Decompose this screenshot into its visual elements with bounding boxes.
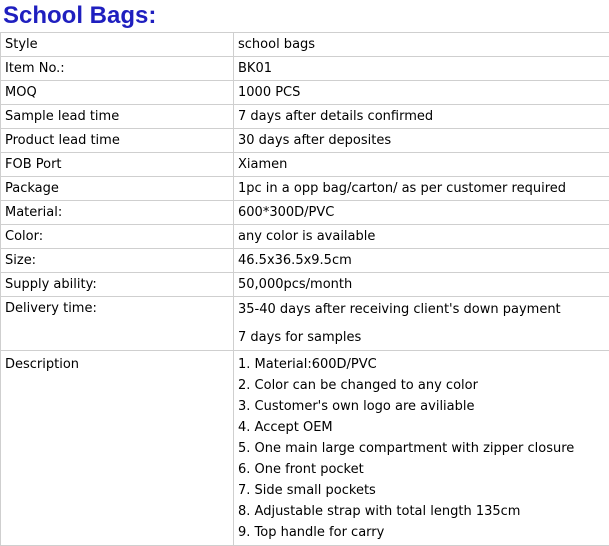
spec-value: 30 days after deposites — [234, 129, 609, 153]
spec-value: 1000 PCS — [234, 81, 609, 105]
spec-label: Material: — [1, 201, 234, 225]
list-item: 3. Customer's own logo are aviliable — [238, 396, 609, 417]
spec-label: Product lead time — [1, 129, 234, 153]
list-item: 2. Color can be changed to any color — [238, 375, 609, 396]
list-item: 5. One main large compartment with zipper closure — [238, 438, 609, 459]
delivery-value — [234, 297, 609, 351]
description-label: Description — [1, 351, 234, 546]
spec-label: Color: — [1, 225, 234, 249]
spec-label: Size: — [1, 249, 234, 273]
spec-table — [0, 32, 609, 546]
table-row — [1, 81, 609, 105]
table-row — [1, 273, 609, 297]
spec-value: any color is available — [234, 225, 609, 249]
page-title: School Bags: — [3, 2, 156, 30]
delivery-label: Delivery time: — [1, 297, 234, 351]
list-item: 1. Material:600D/PVC — [238, 354, 609, 375]
spec-value: Xiamen — [234, 153, 609, 177]
table-row — [1, 201, 609, 225]
table-row — [1, 177, 609, 201]
list-item: 7. Side small pockets — [238, 480, 609, 501]
table-row — [1, 225, 609, 249]
spec-value: 1pc in a opp bag/carton/ as per customer required — [234, 177, 609, 201]
description-value — [234, 351, 609, 546]
spec-label: Style — [1, 33, 234, 57]
delivery-row — [1, 297, 609, 351]
spec-value: BK01 — [234, 57, 609, 81]
spec-value: school bags — [234, 33, 609, 57]
list-item: 9. Top handle for carry — [238, 522, 609, 543]
delivery-line: 7 days for samples — [238, 322, 609, 350]
list-item: 6. One front pocket — [238, 459, 609, 480]
list-item: 8. Adjustable strap with total length 135cm — [238, 501, 609, 522]
spec-label: Item No.: — [1, 57, 234, 81]
spec-label: Package — [1, 177, 234, 201]
spec-label: FOB Port — [1, 153, 234, 177]
description-row — [1, 351, 609, 546]
list-item: 4. Accept OEM — [238, 417, 609, 438]
table-row — [1, 129, 609, 153]
spec-label: Sample lead time — [1, 105, 234, 129]
spec-value: 50,000pcs/month — [234, 273, 609, 297]
spec-value: 46.5x36.5x9.5cm — [234, 249, 609, 273]
spec-label: Supply ability: — [1, 273, 234, 297]
table-row — [1, 153, 609, 177]
spec-value: 600*300D/PVC — [234, 201, 609, 225]
table-row — [1, 249, 609, 273]
table-row — [1, 57, 609, 81]
description-list — [238, 354, 609, 543]
spec-value: 7 days after details confirmed — [234, 105, 609, 129]
table-row — [1, 33, 609, 57]
spec-label: MOQ — [1, 81, 234, 105]
table-row — [1, 105, 609, 129]
delivery-line: 35-40 days after receiving client's down payment — [238, 297, 609, 322]
